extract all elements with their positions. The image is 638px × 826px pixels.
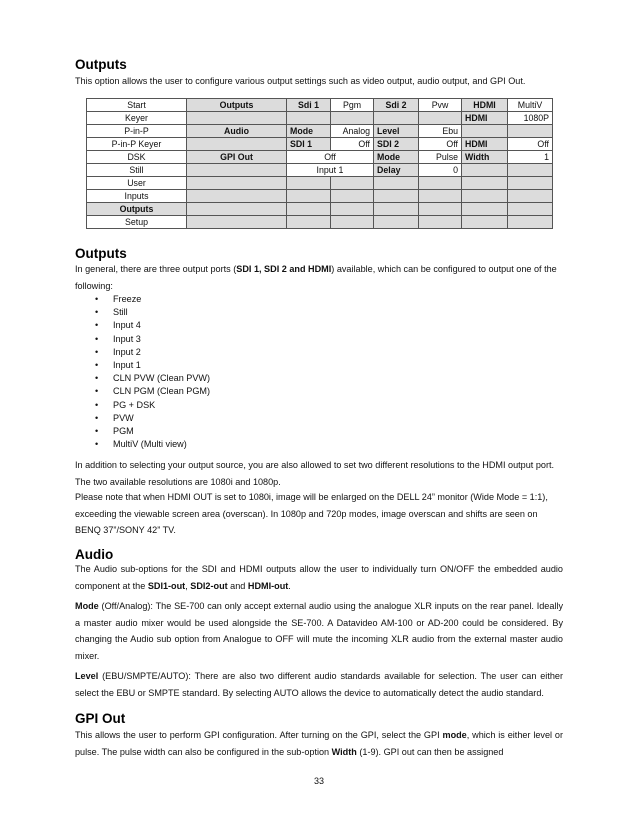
- list-item: • Input 4: [95, 319, 210, 332]
- menu-cell: Width: [462, 151, 508, 164]
- menu-cell: [374, 112, 419, 125]
- menu-cell: Off: [419, 138, 462, 151]
- menu-cell: [331, 190, 374, 203]
- menu-cell: [187, 164, 287, 177]
- menu-item-start: Start: [87, 99, 187, 112]
- menu-cell: [287, 190, 331, 203]
- menu-item-pinp: P-in-P: [87, 125, 187, 138]
- gpi-para: This allows the user to perform GPI configuration. After turning on the GPI, select the GPI mode, which is either level or pulse. The pulse width can also be configured in the sub-option Width (1-9). GPI out can then be assigned: [75, 730, 564, 757]
- menu-cell: Off: [331, 138, 374, 151]
- outputs-heading: Outputs: [75, 57, 127, 72]
- outputs-para-3: Please note that when HDMI OUT is set to 1080i, image will be enlarged on the DELL 24” monitor (Wide Mode = 1:1), exceeding the viewable screen area (overscan). In 1080p and 720p modes, image overscan and shifts are seen on BENQ 37”/SONY 42” TV.: [75, 492, 548, 535]
- menu-cell: Sdi 1: [287, 99, 331, 112]
- output-source-list: [95, 293, 210, 451]
- bullet-icon: •: [95, 412, 99, 423]
- menu-cell: [287, 112, 331, 125]
- menu-cell: [374, 177, 419, 190]
- menu-cell: 0: [419, 164, 462, 177]
- list-item: • Freeze: [95, 293, 210, 306]
- list-item: • Still: [95, 306, 210, 319]
- list-item: • PVW: [95, 412, 210, 425]
- list-item: • Input 2: [95, 346, 210, 359]
- menu-cell: [462, 125, 508, 138]
- menu-cell: [419, 112, 462, 125]
- menu-cell: [508, 216, 553, 229]
- menu-item-outputs-selected: Outputs: [87, 203, 187, 216]
- menu-cell: Level: [374, 125, 419, 138]
- menu-cell: Outputs: [187, 99, 287, 112]
- menu-cell: [419, 216, 462, 229]
- menu-cell: [187, 177, 287, 190]
- menu-cell: [462, 216, 508, 229]
- menu-cell: [287, 177, 331, 190]
- menu-row-outputs: [87, 203, 553, 216]
- menu-cell: Off: [287, 151, 374, 164]
- menu-item-still: Still: [87, 164, 187, 177]
- menu-cell: [462, 203, 508, 216]
- menu-row-pinp-keyer: [87, 138, 553, 151]
- bullet-icon: •: [95, 307, 99, 318]
- menu-table: [86, 98, 553, 229]
- menu-cell: [508, 190, 553, 203]
- list-item: • MultiV (Multi view): [95, 438, 210, 451]
- menu-cell: [462, 190, 508, 203]
- menu-cell: [419, 190, 462, 203]
- menu-cell: [508, 164, 553, 177]
- menu-cell: Pulse: [419, 151, 462, 164]
- list-item: • PG + DSK: [95, 399, 210, 412]
- bullet-icon: •: [95, 386, 99, 397]
- outputs-intro: This option allows the user to configure various output settings such as video output, audio output, and GPI Out.: [75, 76, 526, 86]
- list-item: • Input 3: [95, 333, 210, 346]
- bullet-icon: •: [95, 373, 99, 384]
- menu-cell: Sdi 2: [374, 99, 419, 112]
- menu-cell: Off: [508, 138, 553, 151]
- menu-cell: [508, 203, 553, 216]
- menu-item-inputs: Inputs: [87, 190, 187, 203]
- menu-item-pinp-keyer: P-in-P Keyer: [87, 138, 187, 151]
- menu-cell: [331, 216, 374, 229]
- bullet-icon: •: [95, 425, 99, 436]
- menu-cell: Pvw: [419, 99, 462, 112]
- menu-cell: [187, 138, 287, 151]
- menu-row-inputs: [87, 190, 553, 203]
- menu-cell: [187, 112, 287, 125]
- menu-item-user: User: [87, 177, 187, 190]
- menu-cell: [374, 216, 419, 229]
- menu-cell: [419, 203, 462, 216]
- menu-cell: Pgm: [331, 99, 374, 112]
- menu-item-keyer: Keyer: [87, 112, 187, 125]
- menu-item-dsk: DSK: [87, 151, 187, 164]
- audio-heading: Audio: [75, 547, 114, 562]
- menu-item-setup: Setup: [87, 216, 187, 229]
- menu-cell: GPI Out: [187, 151, 287, 164]
- list-item: • CLN PVW (Clean PVW): [95, 372, 210, 385]
- menu-cell: [462, 177, 508, 190]
- menu-cell: 1080P: [508, 112, 553, 125]
- menu-cell: Input 1: [287, 164, 374, 177]
- menu-cell: HDMI: [462, 138, 508, 151]
- list-item: • PGM: [95, 425, 210, 438]
- menu-row-pinp: [87, 125, 553, 138]
- menu-cell: [187, 203, 287, 216]
- outputs-para-1: In general, there are three output ports (SDI 1, SDI 2 and HDMI) available, which can be configured to output one of the following:: [75, 264, 557, 291]
- menu-cell: HDMI: [462, 99, 508, 112]
- menu-row-still: [87, 164, 553, 177]
- menu-cell: 1: [508, 151, 553, 164]
- bullet-icon: •: [95, 399, 99, 410]
- page-number: 33: [313, 776, 324, 786]
- menu-cell: SDI 2: [374, 138, 419, 151]
- menu-cell: [508, 125, 553, 138]
- menu-row-user: [87, 177, 553, 190]
- menu-cell: [287, 203, 331, 216]
- list-item: • Input 1: [95, 359, 210, 372]
- bullet-icon: •: [95, 346, 99, 357]
- audio-para-3: Level (EBU/SMPTE/AUTO): There are also two different audio standards available for selection. The user can either select the EBU or SMPTE standard. By selecting AUTO allows the device to automatically detect the audio standard.: [75, 671, 563, 698]
- menu-cell: [187, 216, 287, 229]
- menu-cell: MultiV: [508, 99, 553, 112]
- menu-cell: Delay: [374, 164, 419, 177]
- menu-cell: [287, 216, 331, 229]
- menu-cell: [508, 177, 553, 190]
- menu-cell: Ebu: [419, 125, 462, 138]
- menu-cell: Mode: [287, 125, 331, 138]
- menu-row-start: [87, 99, 553, 112]
- list-item: • CLN PGM (Clean PGM): [95, 385, 210, 398]
- bullet-icon: •: [95, 333, 99, 344]
- gpi-heading: GPI Out: [75, 711, 126, 726]
- bullet-icon: •: [95, 294, 99, 304]
- menu-cell: [331, 112, 374, 125]
- menu-cell: [331, 203, 374, 216]
- menu-cell: Analog: [331, 125, 374, 138]
- bullet-icon: •: [95, 320, 99, 331]
- menu-cell: Mode: [374, 151, 419, 164]
- outputs-para-2: In addition to selecting your output source, you are also allowed to set two different resolutions to the HDMI output port. The two available resolutions are 1080i and 1080p.: [75, 460, 555, 487]
- menu-cell: [462, 164, 508, 177]
- menu-row-keyer: [87, 112, 553, 125]
- menu-row-dsk: [87, 151, 553, 164]
- menu-cell: [374, 190, 419, 203]
- menu-cell: [374, 203, 419, 216]
- menu-cell: [331, 177, 374, 190]
- menu-cell: [419, 177, 462, 190]
- bullet-icon: •: [95, 359, 99, 370]
- menu-cell: HDMI: [462, 112, 508, 125]
- outputs-sub-heading: Outputs: [75, 246, 127, 261]
- audio-para-2: Mode (Off/Analog): The SE-700 can only accept external audio using the analogue XLR inputs on the rear panel. Ideally a master audio mixer would be used alongside the SE-700. A Datavideo AM-100 or AD-200 could be considered. By changing the Audio sub option from Analogue to OFF will mute the incoming XLR audio from the external master audio mixer.: [75, 601, 563, 661]
- audio-para-1: The Audio sub-options for the SDI and HDMI outputs allow the user to individually turn ON/OFF the embedded audio component at the SDI1-out, SDI2-out and HDMI-out.: [75, 564, 563, 591]
- menu-row-setup: [87, 216, 553, 229]
- menu-cell: [187, 190, 287, 203]
- menu-cell: Audio: [187, 125, 287, 138]
- bullet-icon: •: [95, 439, 99, 450]
- menu-cell: SDI 1: [287, 138, 331, 151]
